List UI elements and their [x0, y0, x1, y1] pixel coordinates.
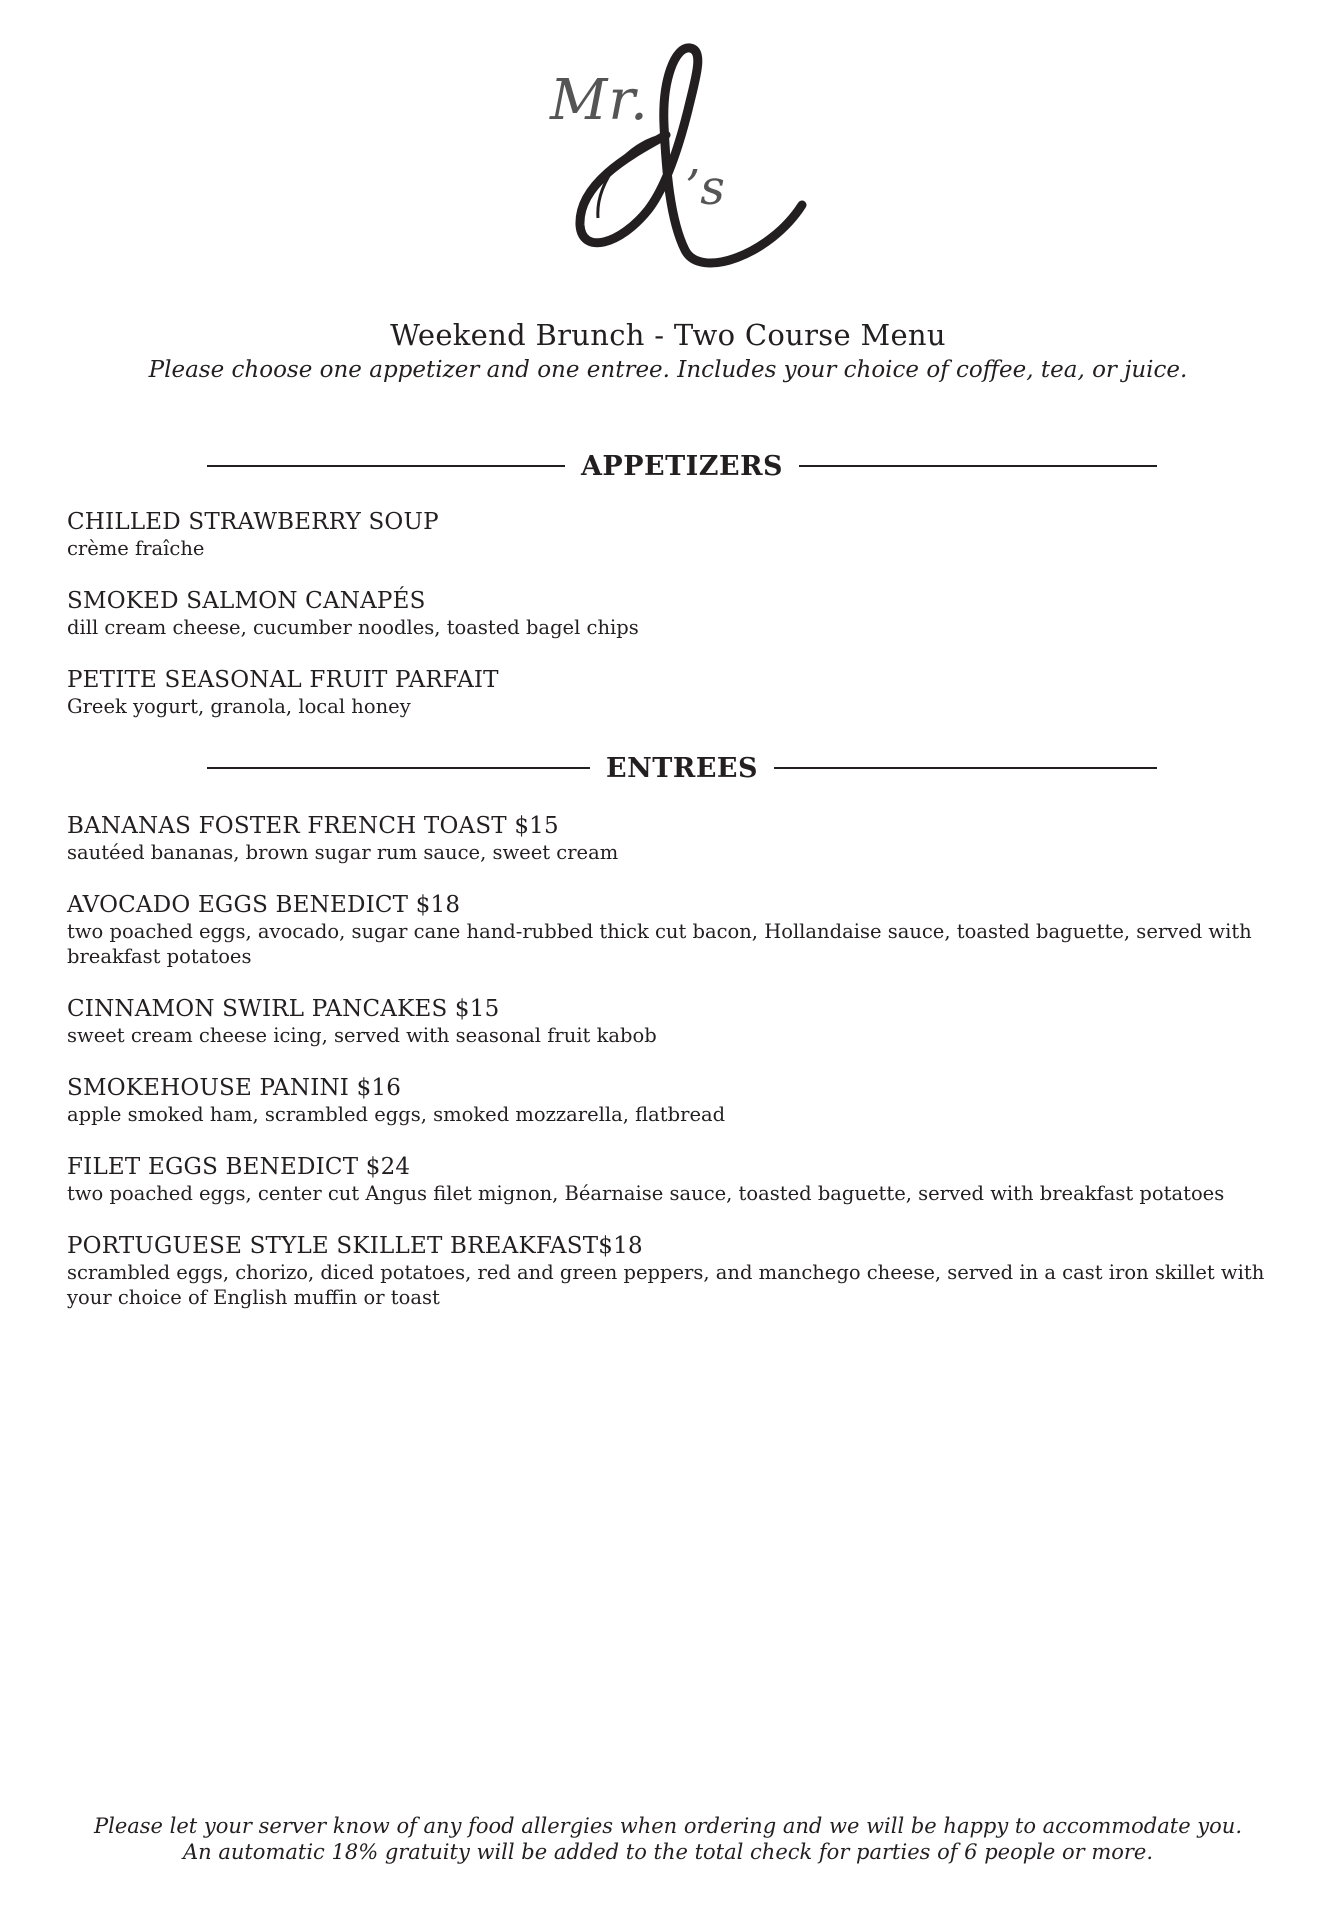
menu-item [67, 892, 1287, 969]
item-description: scrambled eggs, chorizo, diced potatoes, red and green peppers, and manchego cheese, served in a cast iron skillet with your choice of English muffin or toast [67, 1261, 1265, 1309]
item-name: AVOCADO EGGS BENEDICT $18 [67, 892, 461, 918]
item-name: PETITE SEASONAL FRUIT PARFAIT [67, 667, 499, 693]
item-description: sautéed bananas, brown sugar rum sauce, sweet cream [67, 841, 619, 864]
logo-mr-text: Mr. [550, 68, 649, 133]
appetizers-section-header [207, 446, 1157, 486]
divider-left [207, 767, 590, 769]
menu-item [67, 667, 1287, 719]
item-name: CHILLED STRAWBERRY SOUP [67, 509, 439, 535]
item-name: SMOKED SALMON CANAPÉS [67, 588, 426, 614]
item-description: dill cream cheese, cucumber noodles, toasted bagel chips [67, 616, 639, 639]
menu-item [67, 1154, 1287, 1206]
menu-item [67, 1233, 1287, 1310]
item-description: two poached eggs, avocado, sugar cane hand-rubbed thick cut bacon, Hollandaise sauce, toasted baguette, served with breakfast potatoes [67, 920, 1252, 968]
menu-item [67, 509, 1287, 561]
item-name: SMOKEHOUSE PANINI $16 [67, 1075, 402, 1101]
item-description: Greek yogurt, granola, local honey [67, 695, 411, 718]
entrees-heading: ENTREES [606, 752, 758, 784]
item-description: sweet cream cheese icing, served with seasonal fruit kabob [67, 1024, 657, 1047]
appetizers-list [67, 509, 1287, 746]
menu-item [67, 1075, 1287, 1127]
divider-right [774, 767, 1157, 769]
menu-subtitle: Please choose one appetizer and one entree. Includes your choice of coffee, tea, or juice. [148, 357, 1188, 383]
menu-title: Weekend Brunch - Two Course Menu [390, 318, 946, 352]
item-description: two poached eggs, center cut Angus filet mignon, Béarnaise sauce, toasted baguette, served with breakfast potatoes [67, 1182, 1225, 1205]
divider-right [799, 465, 1157, 467]
menu-item [67, 588, 1287, 640]
restaurant-logo [540, 40, 820, 270]
entrees-section-header [207, 748, 1157, 788]
menu-item [67, 813, 1287, 865]
item-name: PORTUGUESE STYLE SKILLET BREAKFAST$18 [67, 1233, 643, 1259]
allergy-note: Please let your server know of any food allergies when ordering and we will be happy to accommodate you. [93, 1814, 1243, 1838]
footer-note [0, 1813, 1336, 1865]
gratuity-note: An automatic 18% gratuity will be added to the total check for parties of 6 people or more. [182, 1840, 1154, 1864]
menu-item [67, 996, 1287, 1048]
item-description: crème fraîche [67, 537, 205, 560]
item-name: CINNAMON SWIRL PANCAKES $15 [67, 996, 500, 1022]
appetizers-heading: APPETIZERS [580, 450, 784, 482]
divider-left [207, 465, 565, 467]
logo-suffix-text: ’s [685, 160, 725, 216]
item-description: apple smoked ham, scrambled eggs, smoked mozzarella, flatbread [67, 1103, 726, 1126]
item-name: FILET EGGS BENEDICT $24 [67, 1154, 411, 1180]
entrees-list [67, 813, 1287, 1337]
item-name: BANANAS FOSTER FRENCH TOAST $15 [67, 813, 559, 839]
